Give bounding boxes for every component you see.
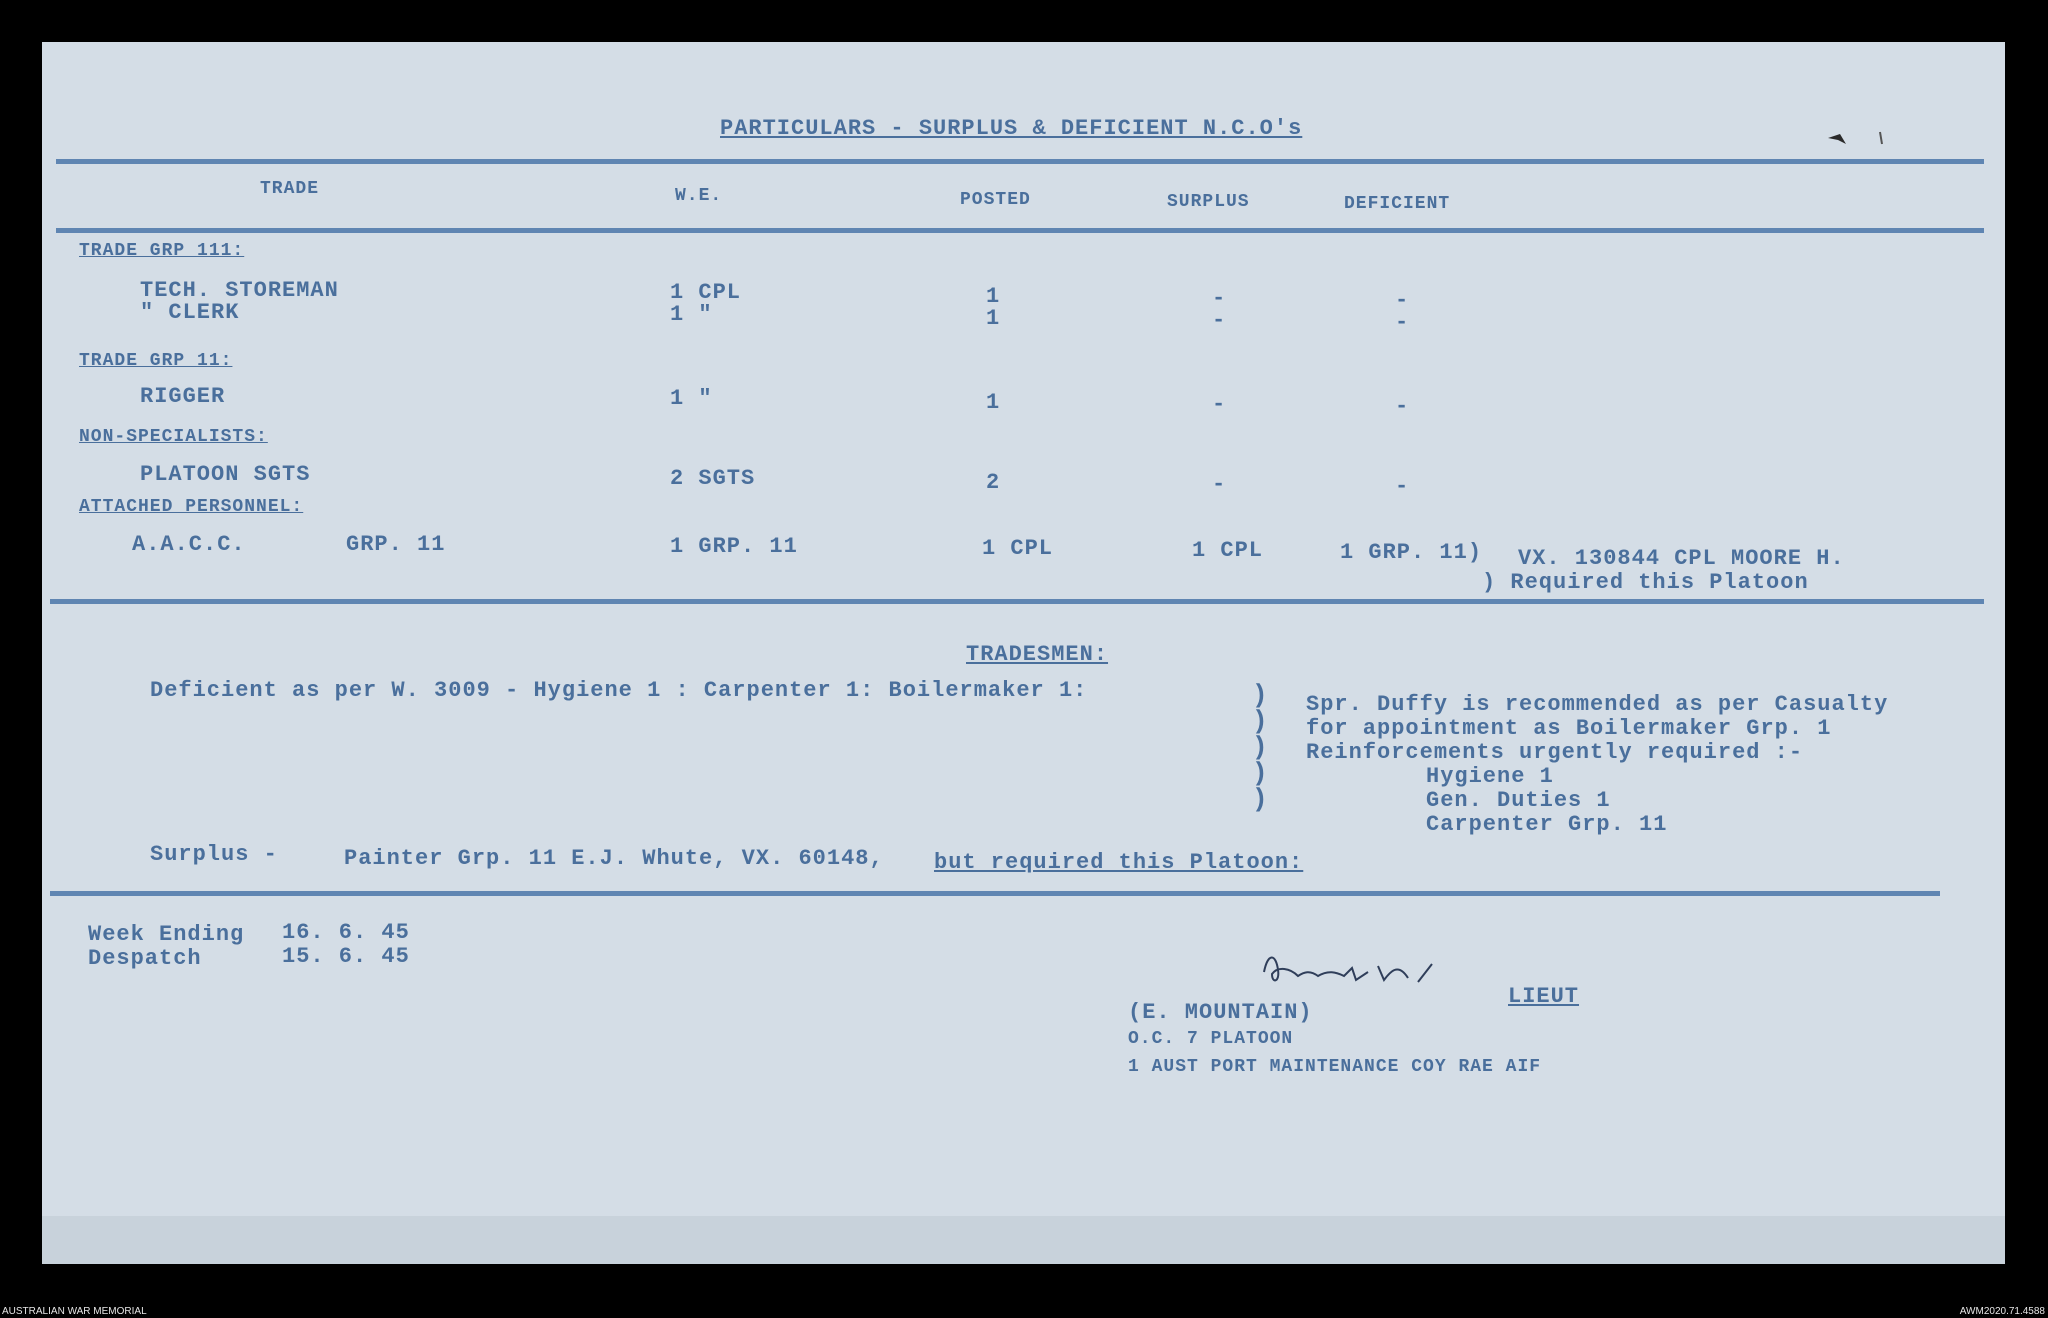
row-rigger-surplus: - bbox=[1212, 392, 1227, 417]
row-aacc-we: 1 GRP. 11 bbox=[670, 534, 798, 559]
row-aacc-grp: GRP. 11 bbox=[346, 532, 446, 557]
paper-fold-strip bbox=[42, 1216, 2005, 1264]
signature-name: (E. MOUNTAIN) bbox=[1128, 1000, 1313, 1025]
row-aacc-note-1: VX. 130844 CPL MOORE H. bbox=[1518, 546, 1845, 571]
footer-left-credit: AUSTRALIAN WAR MEMORIAL bbox=[2, 1306, 147, 1317]
surplus-text: Painter Grp. 11 E.J. Whute, VX. 60148, bbox=[344, 846, 884, 871]
signature-rank: LIEUT bbox=[1508, 984, 1580, 1009]
brace-3: ) bbox=[1252, 732, 1268, 762]
col-trade: TRADE bbox=[260, 179, 320, 199]
tradesmen-note-1: Spr. Duffy is recommended as per Casualty bbox=[1306, 692, 1889, 717]
row-storeman-surplus: - bbox=[1212, 286, 1227, 311]
document-title: PARTICULARS - SURPLUS & DEFICIENT N.C.O's bbox=[720, 116, 1303, 141]
row-rigger-deficient: - bbox=[1395, 394, 1410, 419]
document-paper bbox=[42, 42, 2005, 1264]
row-aacc-posted: 1 CPL bbox=[982, 536, 1054, 561]
brace-4: ) bbox=[1252, 758, 1268, 788]
section-attached-personnel: ATTACHED PERSONNEL: bbox=[79, 497, 304, 517]
row-platoon-posted: 2 bbox=[986, 470, 1001, 495]
col-we: W.E. bbox=[675, 186, 723, 206]
rule-header bbox=[56, 228, 1984, 233]
row-clerk-deficient: - bbox=[1395, 310, 1410, 335]
brace-1: ) bbox=[1252, 680, 1268, 710]
tradesmen-note-4: Hygiene 1 bbox=[1426, 764, 1554, 789]
tradesmen-note-2: for appointment as Boilermaker Grp. 1 bbox=[1306, 716, 1832, 741]
row-storeman-trade: TECH. STOREMAN bbox=[140, 278, 339, 303]
despatch-label: Despatch bbox=[88, 946, 202, 971]
col-posted: POSTED bbox=[960, 190, 1031, 210]
row-aacc-note-2: ) Required this Platoon bbox=[1482, 570, 1809, 595]
row-clerk-surplus: - bbox=[1212, 308, 1227, 333]
surplus-label: Surplus - bbox=[150, 842, 278, 867]
brace-5: ) bbox=[1252, 784, 1268, 814]
tradesmen-heading: TRADESMEN: bbox=[966, 642, 1109, 667]
despatch-value: 15. 6. 45 bbox=[282, 944, 410, 969]
row-aacc-deficient: 1 GRP. 11) bbox=[1340, 540, 1483, 565]
row-rigger-trade: RIGGER bbox=[140, 384, 226, 409]
row-clerk-trade: " CLERK bbox=[140, 300, 240, 325]
week-ending-label: Week Ending bbox=[88, 922, 245, 947]
signature-role: O.C. 7 PLATOON bbox=[1128, 1029, 1294, 1049]
tradesmen-note-6: Carpenter Grp. 11 bbox=[1426, 812, 1668, 837]
tradesmen-note-5: Gen. Duties 1 bbox=[1426, 788, 1611, 813]
col-deficient: DEFICIENT bbox=[1344, 194, 1451, 214]
section-non-specialists: NON-SPECIALISTS: bbox=[79, 427, 268, 447]
row-storeman-posted: 1 bbox=[986, 284, 1001, 309]
rule-top bbox=[56, 159, 1984, 164]
section-trade-grp-11: TRADE GRP 11: bbox=[79, 351, 233, 371]
row-clerk-we: 1 " bbox=[670, 302, 713, 327]
surplus-underlined: but required this Platoon: bbox=[934, 850, 1304, 875]
row-storeman-deficient: - bbox=[1395, 288, 1410, 313]
row-platoon-surplus: - bbox=[1212, 472, 1227, 497]
section-trade-grp-111: TRADE GRP 111: bbox=[79, 241, 245, 261]
row-clerk-posted: 1 bbox=[986, 306, 1001, 331]
tradesmen-deficient: Deficient as per W. 3009 - Hygiene 1 : Carpenter 1: Boilermaker 1: bbox=[150, 678, 1088, 703]
rule-table-end bbox=[50, 599, 1984, 604]
col-surplus: SURPLUS bbox=[1167, 192, 1250, 212]
week-ending-value: 16. 6. 45 bbox=[282, 920, 410, 945]
footer-right-ref: AWM2020.71.4588 bbox=[1959, 1306, 2045, 1317]
tradesmen-note-3: Reinforcements urgently required :- bbox=[1306, 740, 1804, 765]
handwritten-signature bbox=[1258, 942, 1448, 1002]
row-aacc-trade: A.A.C.C. bbox=[132, 532, 246, 557]
row-rigger-we: 1 " bbox=[670, 386, 713, 411]
row-storeman-we: 1 CPL bbox=[670, 280, 742, 305]
row-platoon-we: 2 SGTS bbox=[670, 466, 756, 491]
signature-unit: 1 AUST PORT MAINTENANCE COY RAE AIF bbox=[1128, 1057, 1542, 1077]
row-platoon-trade: PLATOON SGTS bbox=[140, 462, 311, 487]
row-aacc-surplus: 1 CPL bbox=[1192, 538, 1264, 563]
brace-2: ) bbox=[1252, 706, 1268, 736]
row-rigger-posted: 1 bbox=[986, 390, 1001, 415]
rule-tradesmen-end bbox=[50, 891, 1940, 896]
row-platoon-deficient: - bbox=[1395, 474, 1410, 499]
